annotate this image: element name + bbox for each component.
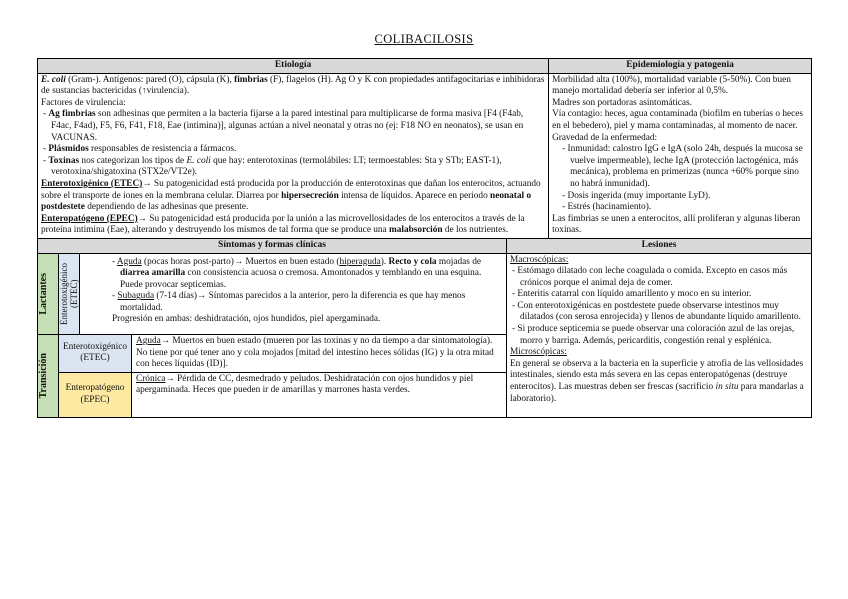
- epec-paragraph: Enteropatógeno (EPEC)→ Su patogenicidad está producida por la unión a las microvellosidades de los enterocitos a través de la proteína intimina (Eae), alterando y destruyendo los mismos de tal forma que se produce una malabsorción de los nutrientes.: [41, 213, 525, 236]
- epi-inmunidad: - Inmunidad: calostro IgG e IgA (solo 24h, después la mucosa se vuelve impermeable), leche IgA (protección lactogénica, más mecánica), problema en primerizas (nunca +60% porque sino no habrá inmunidad).: [562, 144, 803, 189]
- epi-estres: - Estrés (hacinamiento).: [562, 202, 652, 213]
- epi-contagio: Vía contagio: heces, agua contaminada (biofilm en tuberías o heces en el bebedero), piel y mama contaminadas, al momento de nacer.: [552, 109, 803, 131]
- toxinas-item: - Toxinas nos categorizan los tipos de E. coli que hay: enterotoxinas (termolábiles: LT; termoestables: Sta y STb; EAST-1), verotoxina/shigatoxina (STX2e/VT2e).: [43, 155, 502, 178]
- subaguda-item: - Subaguda (7-14 días)→ Síntomas parecidos a la anterior, pero la diferencia es que hay menos mortalidad.: [112, 291, 466, 313]
- epi-portadoras: Madres son portadoras asintomáticas.: [552, 97, 692, 108]
- transicion-label: Transición: [38, 335, 59, 418]
- epi-dosis: - Dosis ingerida (muy importante LyD).: [562, 190, 711, 201]
- macro-septicemia: - Si produce septicemia se puede observar una coloración azul de las orejas, morro y barriga. Además, pericarditis, congestión renal y esplénica.: [512, 324, 795, 346]
- etiologia-header: Etiología: [38, 59, 549, 74]
- transicion-etec-label: Enterotoxigénico (ETEC): [59, 335, 132, 373]
- macro-intestinos: - Con enterotoxigénicas en postdestete puede observarse intestinos muy dilatados (con serosa enrojecida) y llenos de abundante líquido amarillento.: [512, 300, 801, 323]
- micro-label: Microscópicas:: [510, 347, 567, 358]
- plasmidos-item: - Plásmidos responsables de resistencia a fármacos.: [43, 144, 237, 155]
- transicion-etec-text: Aguda→ Muertos en buen estado (mueren por las toxinas y no da tiempo a dar sintomatología). No tiene por qué tener ano y cola mojados [mitad del intestino heces sólidas (IG) y la otra mitad con heces líquidas (ID)].: [132, 335, 507, 373]
- epi-fimbrias: Las fimbrias se unen a enterocitos, allí proliferan y algunas liberan toxinas.: [552, 213, 801, 236]
- lactantes-etec-label: Enterotoxigénico (ETEC): [59, 253, 80, 335]
- macro-enteritis: - Enteritis catarral con líquido amarillento y moco en su interior.: [512, 289, 752, 300]
- etiologia-intro: E. coli (Gram-). Antígenos: pared (O), cápsula (K), fimbrias (F), flagelos (H). Ag O y K con propiedades antifagocitarias e inhibidoras de sustancias bactericidas (↑virulencia).: [41, 74, 545, 97]
- macro-estomago: - Estómago dilatado con leche coagulada o comida. Excepto en casos más crónicos porque el animal deja de comer.: [512, 266, 788, 288]
- micro-text: En general se observa a la bacteria en la superficie y atrofia de las vellosidades intestinales, siendo esta más severa en las cepas enteropatógenas (destruye enterocitos). Las muestras deben ser frescas (sacrificio in situ para mandarlas a laboratorio).: [510, 358, 804, 404]
- colibacilosis-table: [37, 58, 812, 418]
- progresion-text: Progresión en ambas: deshidratación, ojos hundidos, piel apergaminada.: [112, 314, 381, 325]
- macro-label: Macroscópicas:: [510, 254, 569, 265]
- aguda-item: - Aguda (pocas horas post-parto)→ Muertos en buen estado (hiperaguda). Recto y cola mojadas de diarrea amarilla con consistencia acuosa o cremosa. Amontonados y temblando en una esquina. Puede provocar septicemias.: [112, 256, 482, 290]
- transicion-epec-text: Crónica→ Pérdida de CC, desmedrado y peludos. Deshidratación con ojos hundidos y piel apergaminada. Heces que pueden ir de amarillas y marrones hasta verdes.: [132, 372, 507, 417]
- lesiones-cell: [507, 253, 812, 418]
- sintomas-header: Síntomas y formas clínicas: [38, 238, 507, 253]
- epi-morbilidad: Morbilidad alta (100%), mortalidad variable (5-50%). Con buen manejo mortalidad debería ser inferior al 0,5%.: [552, 74, 791, 97]
- etiologia-cell: [38, 73, 549, 238]
- factores-label: Factores de virulencia:: [41, 97, 126, 108]
- lesiones-header: Lesiones: [507, 238, 812, 253]
- lactantes-sintomas: [80, 253, 507, 335]
- epi-gravedad: Gravedad de la enfermedad:: [552, 132, 658, 143]
- transicion-epec-label: Enteropatógeno (EPEC): [59, 372, 132, 417]
- document-title: COLIBACILOSIS: [374, 32, 474, 46]
- epidemiologia-cell: [549, 73, 812, 238]
- lactantes-label: Lactantes: [38, 253, 59, 335]
- etec-paragraph: Enterotoxigénico (ETEC)→ Su patogenicidad está producida por la producción de enterotoxinas que dañan los enterocitos, actuando sobre el transporte de iones en la membrana celular. Diarrea por hipersecreción intensa de líquidos. Aparece en periodo neonatal o postdestete dependiendo de las adhesinas que presente.: [41, 178, 541, 213]
- fimbrias-item: - Ag fimbrias son adhesinas que permiten a la bacteria fijarse a la pared intestinal para multiplicarse de forma masiva [F4 (F4ab, F4ac, F4ad), F5, F6, F41, F18, Eae (intimina)], algunas actúan a nivel neonatal y otras no (ej: F18 NO en neonatos), se usan en VACUNAS.: [43, 109, 524, 143]
- epidemiologia-header: Epidemiología y patogenia: [549, 59, 812, 74]
